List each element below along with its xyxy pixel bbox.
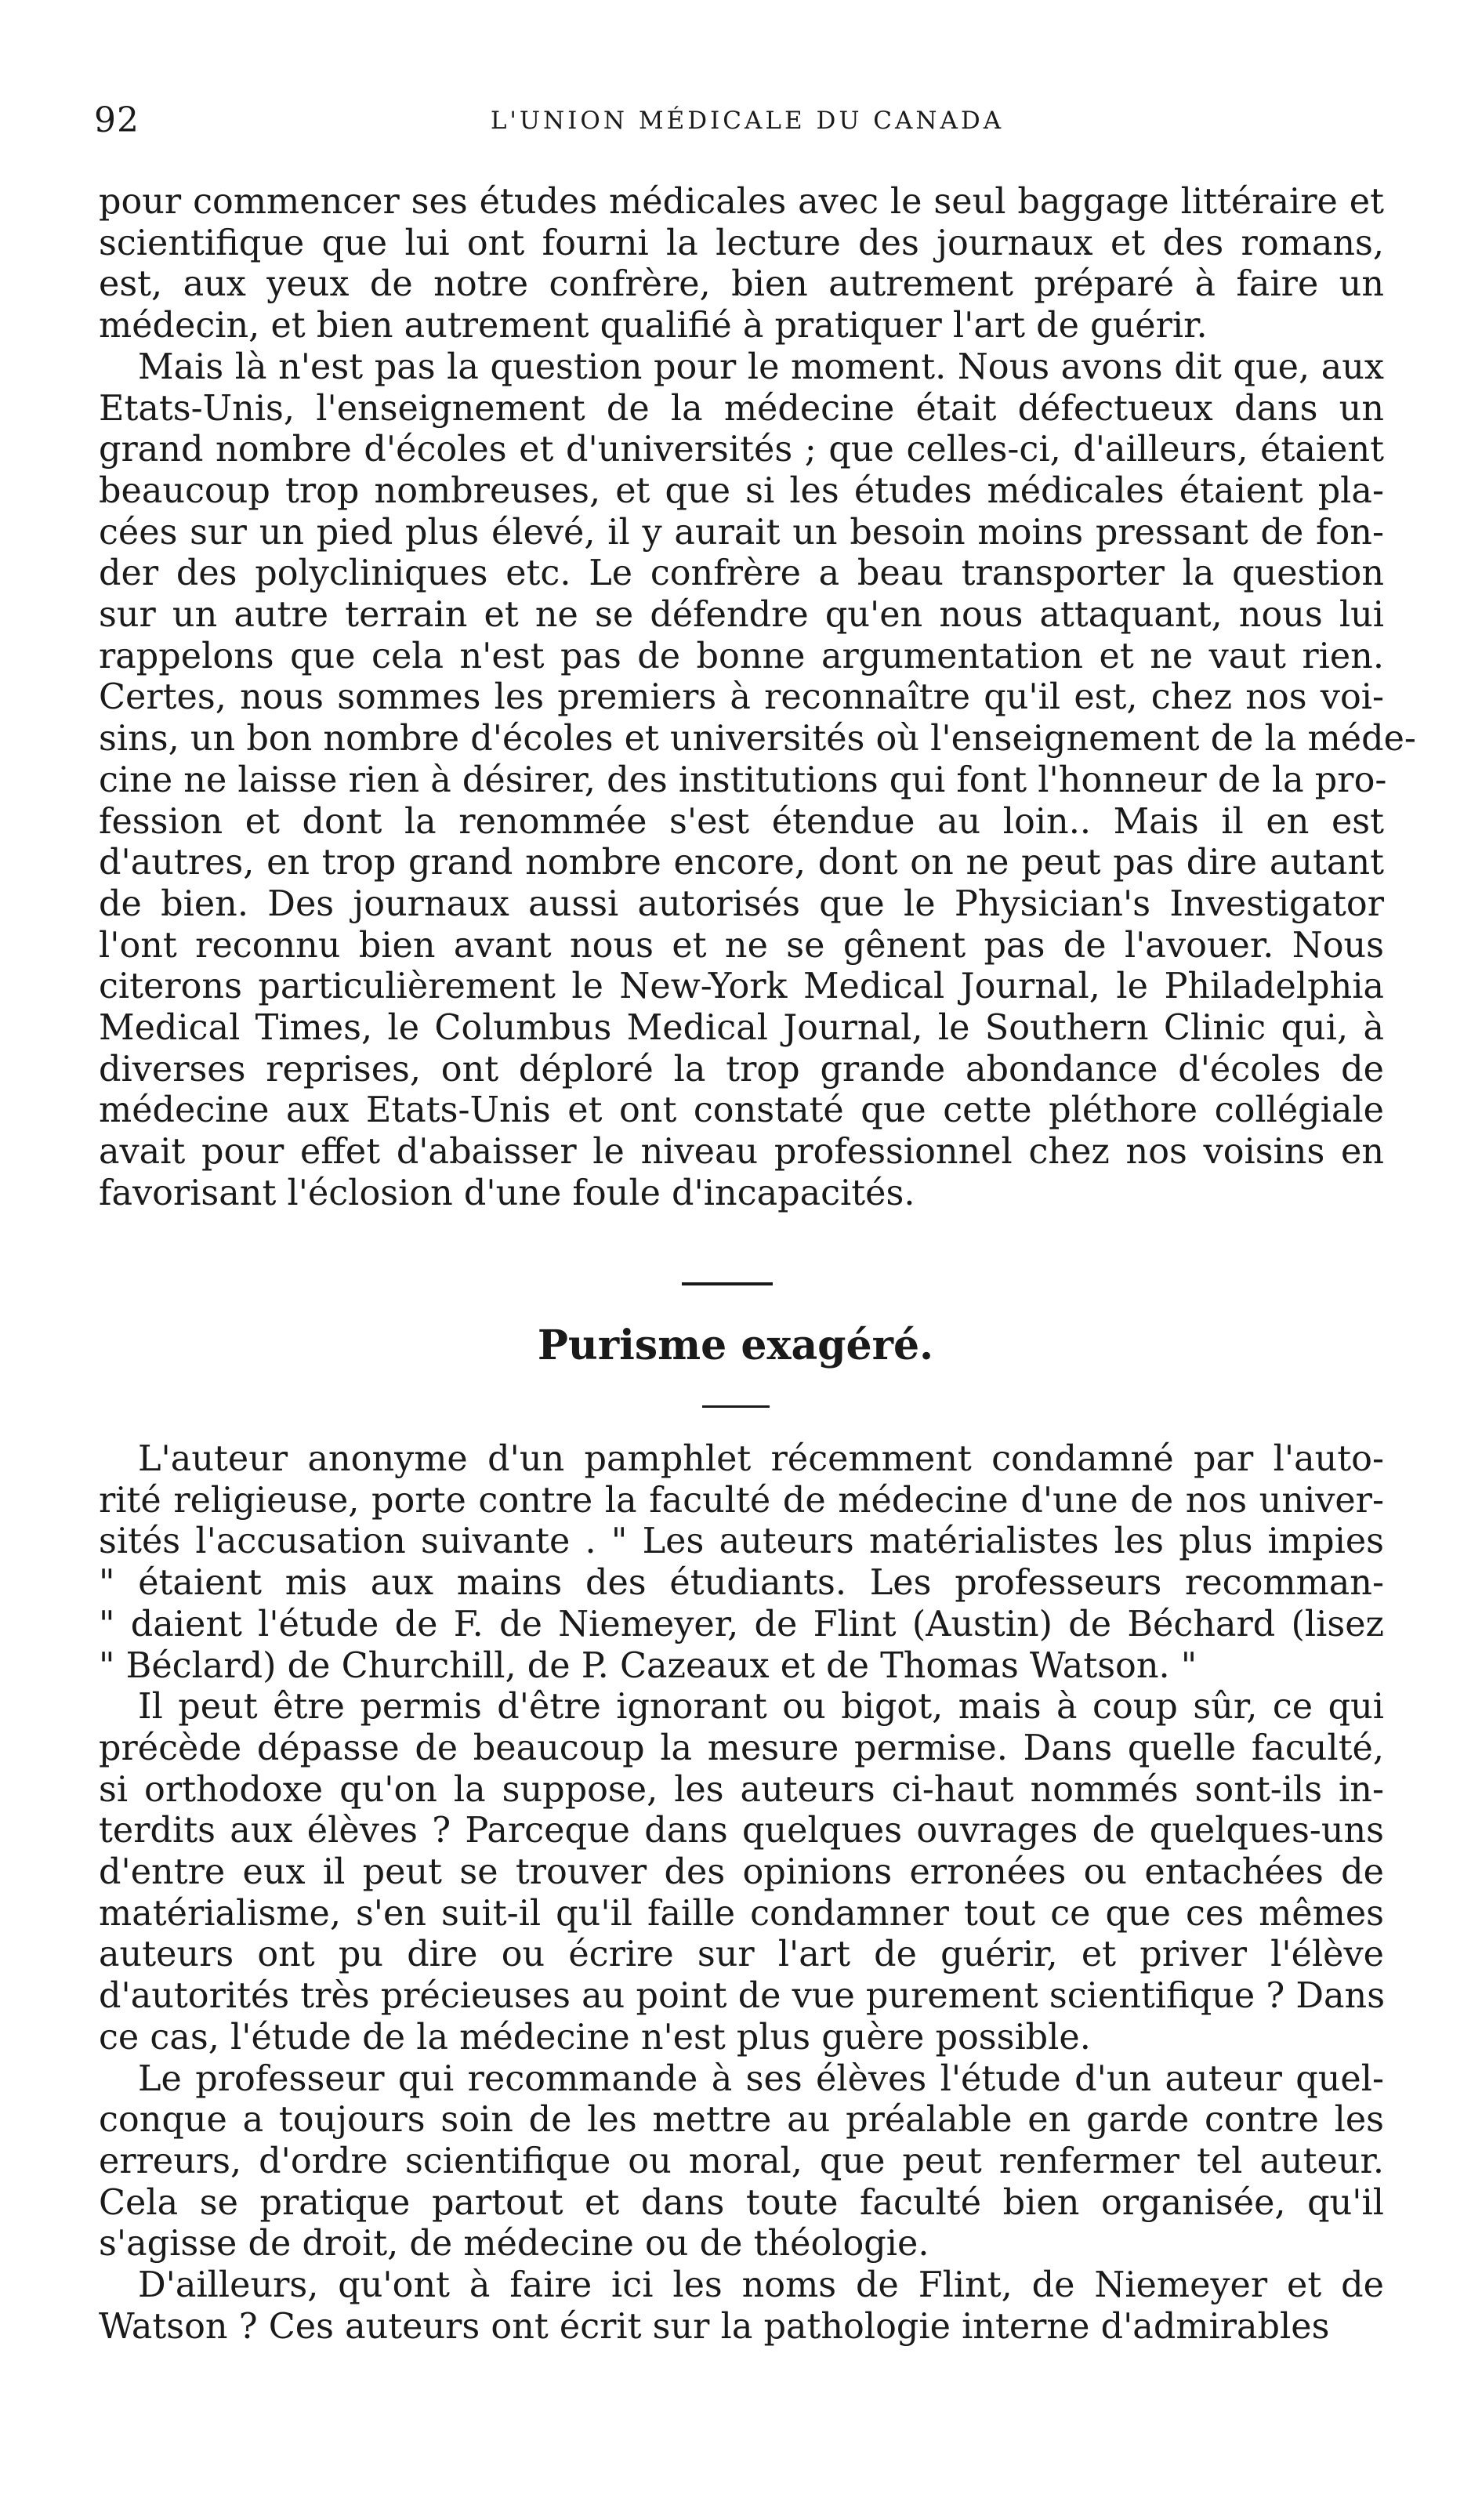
text-line: Certes, nous sommes les premiers à reconnaître qu'il est, chez nos voi- bbox=[99, 677, 1384, 718]
text-line: " daient l'étude de F. de Niemeyer, de Flint (Austin) de Béchard (lisez bbox=[99, 1604, 1384, 1644]
text-line: cine ne laisse rien à désirer, des institutions qui font l'honneur de la pro- bbox=[99, 760, 1387, 800]
text-line: d'entre eux il peut se trouver des opinions erronées ou entachées de bbox=[99, 1852, 1384, 1893]
text-line: matérialisme, s'en suit-il qu'il faille condamner tout ce que ces mêmes bbox=[99, 1893, 1384, 1934]
text-line: Le professeur qui recommande à ses élèves l'étude d'un auteur quel- bbox=[138, 2058, 1384, 2099]
journal-title: L'UNION MÉDICALE DU CANADA bbox=[490, 107, 1005, 135]
text-line: diverses reprises, ont déploré la trop grande abondance d'écoles de bbox=[99, 1049, 1384, 1090]
text-line: Il peut être permis d'être ignorant ou bigot, mais à coup sûr, ce qui bbox=[138, 1687, 1384, 1728]
text-line: fession et dont la renommée s'est étendue au loin.. Mais il en est bbox=[99, 801, 1384, 842]
section1-body bbox=[99, 182, 1416, 1215]
page-number: 92 bbox=[94, 100, 139, 140]
text-line: si orthodoxe qu'on la suppose, les auteurs ci-haut nommés sont-ils in- bbox=[99, 1769, 1384, 1810]
paragraph bbox=[99, 2265, 1384, 2348]
text-line: ce cas, l'étude de la médecine n'est plus guère possible. bbox=[99, 2017, 1091, 2058]
text-line: " étaient mis aux mains des étudiants. Les professeurs recomman- bbox=[99, 1563, 1384, 1604]
text-line: rappelons que cela n'est pas de bonne argumentation et ne vaut rien. bbox=[99, 636, 1384, 676]
text-line: précède dépasse de beaucoup la mesure permise. Dans quelle faculté, bbox=[99, 1728, 1384, 1768]
paragraph bbox=[99, 1687, 1384, 2058]
paragraph bbox=[99, 182, 1384, 347]
text-line: d'autorités très précieuses au point de vue purement scientifique ? Dans bbox=[99, 1976, 1386, 2017]
paragraph bbox=[99, 346, 1416, 1215]
text-line: pour commencer ses études médicales avec le seul baggage littéraire et bbox=[99, 182, 1384, 222]
text-line: L'auteur anonyme d'un pamphlet récemment condamné par l'auto- bbox=[138, 1439, 1384, 1479]
separator-rule-top bbox=[682, 1282, 773, 1285]
text-line: " Béclard) de Churchill, de P. Cazeaux et de Thomas Watson. " bbox=[99, 1645, 1197, 1686]
text-line: médecine aux Etats-Unis et ont constaté que cette pléthore collégiale bbox=[99, 1090, 1384, 1131]
section2-body bbox=[99, 1439, 1384, 2348]
text-line: l'ont reconnu bien avant nous et ne se gênent pas de l'avouer. Nous bbox=[99, 925, 1384, 966]
text-line: est, aux yeux de notre confrère, bien autrement préparé à faire un bbox=[99, 264, 1384, 305]
text-line: Etats-Unis, l'enseignement de la médecine était défectueux dans un bbox=[99, 388, 1384, 429]
paragraph bbox=[99, 2059, 1384, 2266]
text-line: Cela se pratique partout et dans toute faculté bien organisée, qu'il bbox=[99, 2182, 1384, 2223]
separator-rule-bottom bbox=[702, 1405, 770, 1408]
section-title: Purisme exagéré. bbox=[537, 1322, 934, 1369]
text-line: Watson ? Ces auteurs ont écrit sur la pathologie interne d'admirables bbox=[99, 2306, 1330, 2347]
text-line: s'agisse de droit, de médecine ou de théologie. bbox=[99, 2224, 929, 2264]
text-line: sur un autre terrain et ne se défendre qu'en nous attaquant, nous lui bbox=[99, 595, 1384, 636]
text-line: d'autres, en trop grand nombre encore, dont on ne peut pas dire autant bbox=[99, 843, 1384, 883]
text-line: Medical Times, le Columbus Medical Journal, le Southern Clinic qui, à bbox=[99, 1008, 1384, 1049]
text-line: sités l'accusation suivante . " Les auteurs matérialistes les plus impies bbox=[99, 1521, 1384, 1562]
text-line: beaucoup trop nombreuses, et que si les études médicales étaient pla- bbox=[99, 470, 1384, 511]
running-head bbox=[94, 100, 1400, 147]
text-line: Mais là n'est pas la question pour le moment. Nous avons dit que, aux bbox=[138, 346, 1384, 387]
text-line: grand nombre d'écoles et d'universités ; que celles-ci, d'ailleurs, étaient bbox=[99, 430, 1384, 470]
text-line: terdits aux élèves ? Parceque dans quelques ouvrages de quelques-uns bbox=[99, 1811, 1384, 1851]
text-line: citerons particulièrement le New-York Medical Journal, le Philadelphia bbox=[99, 966, 1384, 1007]
text-line: conque a toujours soin de les mettre au préalable en garde contre les bbox=[99, 2100, 1384, 2141]
text-line: auteurs ont pu dire ou écrire sur l'art de guérir, et priver l'élève bbox=[99, 1934, 1384, 1975]
text-line: scientifique que lui ont fourni la lecture des journaux et des romans, bbox=[99, 223, 1384, 263]
text-line: avait pour effet d'abaisser le niveau professionnel chez nos voisins en bbox=[99, 1132, 1384, 1173]
text-line: cées sur un pied plus élevé, il y aurait un besoin moins pressant de fon- bbox=[99, 512, 1384, 553]
text-line: médecin, et bien autrement qualifié à pratiquer l'art de guérir. bbox=[99, 306, 1208, 346]
text-line: rité religieuse, porte contre la faculté de médecine d'une de nos univer- bbox=[99, 1480, 1384, 1521]
paragraph bbox=[99, 1439, 1384, 1687]
text-line: der des polycliniques etc. Le confrère a beau transporter la question bbox=[99, 553, 1384, 594]
text-line: erreurs, d'ordre scientifique ou moral, que peut renfermer tel auteur. bbox=[99, 2141, 1384, 2181]
text-line: sins, un bon nombre d'écoles et universités où l'enseignement de la méde- bbox=[99, 719, 1416, 760]
text-line: D'ailleurs, qu'ont à faire ici les noms de Flint, de Niemeyer et de bbox=[138, 2265, 1384, 2306]
text-line: favorisant l'éclosion d'une foule d'incapacités. bbox=[99, 1173, 915, 1213]
text-line: de bien. Des journaux aussi autorisés que le Physician's Investigator bbox=[99, 883, 1384, 924]
